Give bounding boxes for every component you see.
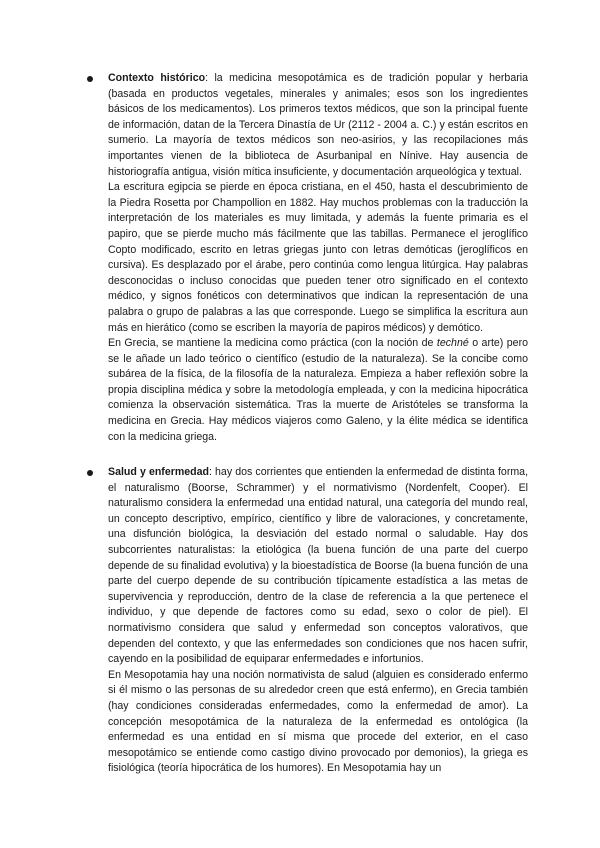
section-paragraph: [108, 71, 528, 180]
section-title: Contexto histórico: [108, 72, 206, 84]
section-contexto-historico: [108, 71, 528, 445]
paragraph-text: : hay dos corrientes que entienden la enfermedad de distinta forma, el naturalismo (Boorse, Schrammer) y el normativismo (Nordenfelt, Cooper). El naturalismo considera la enfermedad una entidad natural, una categoría del mundo real, un concepto descriptivo, empírico, científico y libre de valoraciones, y concretamente, una disfunción biológica, la desviación del estado normal o saludable. Hay dos subcorrientes naturalistas: la etiológica (la buena función de una parte del cuerpo depende de su finalidad evolutiva) y la bioestadística de Boorse (la buena función de una parte del cuerpo depende de su contribución típicamente estadística a las metas de supervivencia y reproducción, dentro de la clase de referencia a la que pertenece el individuo, y que depende de factores como su edad, sexo o color de piel). El normativismo considera que salud y enfermedad son conceptos valorativos, que dependen del contexto, y que las enfermedades son condiciones que nos hacen sufrir, cayendo en la posibilidad de equiparar enfermedades e infortunios.: [108, 466, 529, 666]
paragraph-text: En Grecia, se mantiene la medicina como práctica (con la noción de: [108, 337, 437, 350]
section-salud-enfermedad: [108, 465, 528, 777]
section-paragraph: [108, 465, 528, 668]
bullet-icon: [87, 470, 93, 476]
section-title: Salud y enfermedad: [108, 466, 209, 478]
paragraph-text: o arte) pero se le añade un lado teórico o científico (estudio de la naturaleza). Se la concibe como subárea de la física, de la filosofía de la naturaleza. Empieza a haber reflexión sobre la propia disciplina médica y sobre la metodología empleada, y con la medicina hipocrática comienza la observación sistemática. Tras la muerte de Aristóteles se transforma la medicina en Grecia. Hay médicos viajeros como Galeno, y la élite médica se identifica con la medicina griega.: [108, 337, 528, 443]
section-paragraph: La escritura egipcia se pierde en época cristiana, en el 450, hasta el descubrimiento de la Piedra Rosetta por Champollion en 1882. Hay muchos problemas con la traducción la interpretación de los materiales es muy limitada, y además la fuente primaria es el papiro, que se pierde mucho más fácilmente que las tabillas. Permanece el jeroglífico Copto modificado, escrito en letras griegas junto con letras demóticas (jeroglíficos en cursiva). Es desplazado por el árabe, pero continúa como lengua litúrgica. Hay palabras desconocidas o incluso conocidas que pueden tener otro significado en el contexto médico, y signos fonéticos con determinativos que indican la representación de una palabra o grupo de palabras a las que corresponde. Luego se simplifica la escritura aun más en hierático (como se escriben la mayoría de papiros médicos) y demótico.: [108, 181, 528, 334]
paragraph-text: : la medicina mesopotámica es de tradición popular y herbaria (basada en productos vegetales, minerales y animales; esos son los ingredientes básicos de los medicamentos). Los primeros textos médicos, que son la principal fuente de información, datan de la Tercera Dinastía de Ur (2112 - 2004 a. C.) y están escritos en sumerio. La mayoría de textos médicos son neo-asirios, y las recopilaciones más importantes vienen de la biblioteca de Asurbanipal en Nínive. Hay ausencia de historiografía antigua, visión mítica insuficiente, y documentación arqueológica y textual.: [108, 72, 528, 178]
emphasis-term: techné: [436, 337, 469, 350]
section-paragraph: [108, 336, 528, 445]
bullet-icon: [87, 76, 93, 82]
section-paragraph: En Mesopotamia hay una noción normativista de salud (alguien es considerado enfermo si él mismo o las personas de su alrededor creen que está enfermo), en Grecia también (hay condiciones consideradas enfermedades, como la enfermedad de amor). La concepción mesopotámica de la naturaleza de la enfermedad es ontológica (la enfermedad es una entidad en sí misma que procede del exterior, en el caso mesopotámico se entiende como castigo divino provocado por demonios), la griega es fisiológica (teoría hipocrática de los humores). En Mesopotamia hay un: [108, 668, 528, 775]
